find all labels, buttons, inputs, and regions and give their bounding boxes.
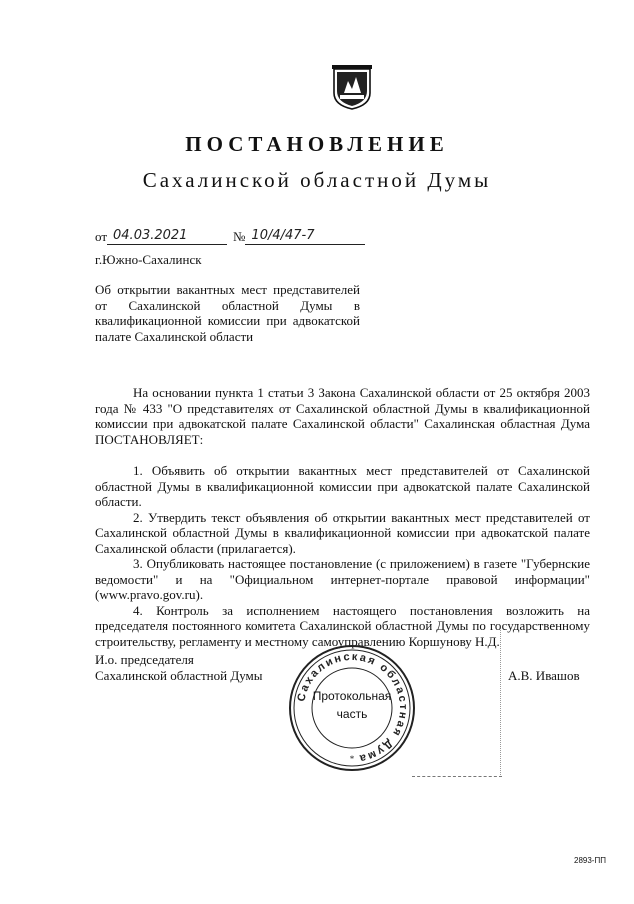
preamble: На основании пункта 1 статьи 3 Закона Сахалинской области от 25 октября 2003 года № 433 "О представителях от Сахалинской областной Думы в квалификационной комиссии при адвокатской палате Сахалинской области" Сахалинская областная Дума ПОСТАНОВЛЯЕТ:: [95, 385, 590, 447]
position-line: Сахалинской областной Думы: [95, 667, 263, 683]
date-field: 04.03.2021: [107, 228, 227, 245]
divider: [500, 630, 502, 775]
number-prefix: №: [233, 229, 246, 244]
stamp-center-line: часть: [336, 707, 368, 721]
document-title: ПОСТАНОВЛЕНИЕ: [185, 132, 449, 156]
city: г.Южно-Сахалинск: [95, 252, 202, 267]
stamp-center-line: Протокольная: [312, 689, 392, 703]
document-body: [95, 385, 590, 649]
signatory-position: [95, 652, 263, 683]
document-subtitle: Сахалинской областной Думы: [142, 168, 492, 192]
list-item: 2. Утвердить текст объявления об открытии вакантных мест представителей от Сахалинской областной Думы в квалификационной комиссии при адвокатской палате Сахалинской области (прилагается).: [95, 509, 590, 556]
divider: [412, 776, 502, 777]
coat-of-arms-icon: [330, 63, 374, 111]
date-prefix: от: [95, 229, 108, 244]
number-field: 10/4/47-7: [245, 228, 365, 245]
footer-code: 2893-ПП: [574, 856, 606, 865]
date-number-line: [95, 228, 365, 245]
list-item: 3. Опубликовать настоящее постановление (с приложением) в газете "Губернские ведомости" и на "Официальном интернет-портале правовой информации" (www.pravo.gov.ru).: [95, 556, 590, 602]
document-subject: Об открытии вакантных мест представителей от Сахалинской областной Думы в квалификационной комиссии при адвокатской палате Сахалинской области: [95, 282, 360, 344]
stamp-ring-text: Сахалинская областная Дума: [295, 650, 410, 765]
position-line: И.о. председателя: [95, 652, 194, 667]
list-item: 4. Контроль за исполнением настоящего постановления возложить на председателя постоянного комитета Сахалинской областной Думы по государственному строительству, регламенту и местному самоуправлению Коршунову Н.Д.: [95, 602, 590, 649]
svg-text:*: *: [349, 754, 355, 764]
signatory-name: А.В. Ивашов: [508, 668, 580, 683]
list-item: 1. Объявить об открытии вакантных мест представителей от Сахалинской областной Думы в квалификационной комиссии при адвокатской палате Сахалинской области.: [95, 463, 590, 509]
stamp-center: [287, 687, 417, 723]
